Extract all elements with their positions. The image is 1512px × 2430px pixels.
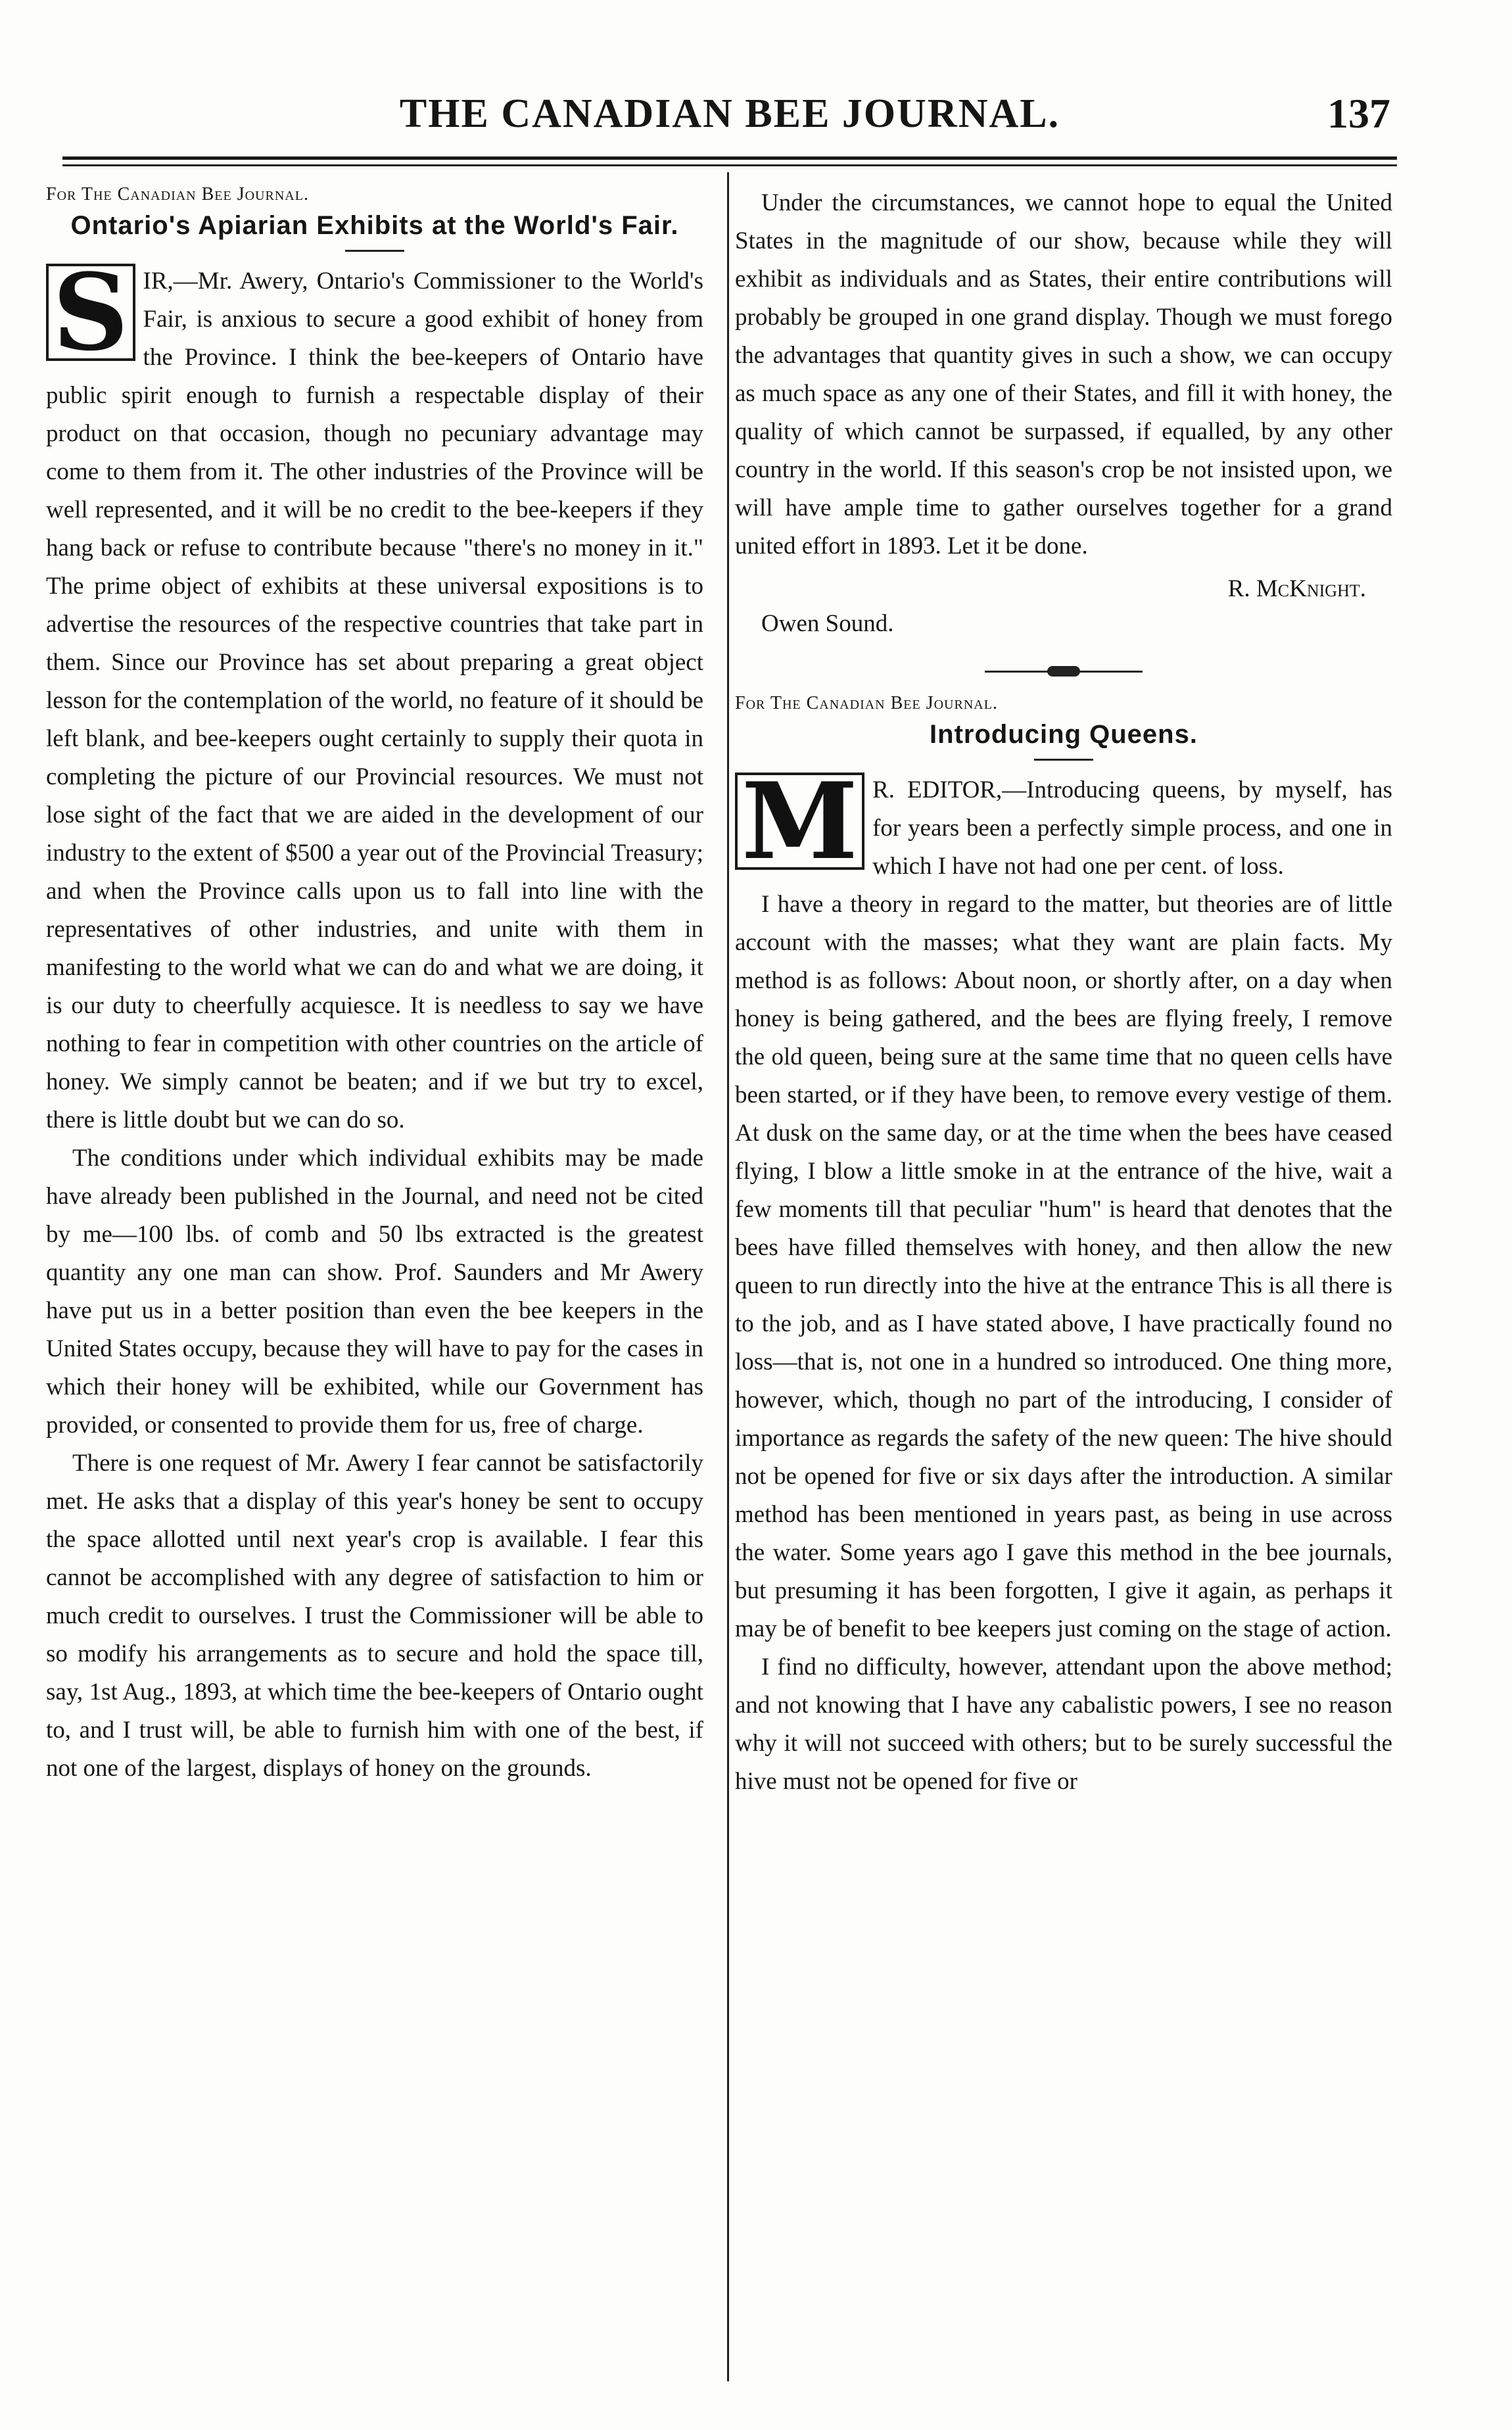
column-divider bbox=[727, 172, 729, 2381]
article2-paragraph-3: I find no difficulty, however, attendant upon the above method; and not knowing that I have any cabalistic powers, I see no reason why it will not succeed with others; but to be surely successful the hive must not be opened for five or bbox=[735, 1654, 1392, 1795]
right-column bbox=[735, 184, 1392, 1801]
article1-dropcap: S bbox=[46, 264, 135, 361]
header-rule-thick bbox=[62, 156, 1397, 160]
article2-paragraph-2: I have a theory in regard to the matter, but theories are of little account with the masses; what they want are plain facts. My method is as follows: About noon, or shortly after, on a day when honey is being gathered, and the bees are flying freely, I remove the old queen, being sure at the same time that no queen cells have been started, or if they have been, to remove every vestige of them. At dusk on the same day, or at the time when the bees have ceased flying, I blow a little smoke in at the entrance of the hive, wait a few moments till that peculiar "hum" is heard that denotes that the bees have filled themselves with honey, and then allow the new queen to run directly into the hive at the entrance This is all there is to the job, and as I have stated above, I have practically found no loss—that is, not one in a hundred so introduced. One thing more, however, which, though no part of the introducing, I consider of importance as regards the safety of the new queen: The hive should not be opened for five or six days after the introduction. A similar method has been mentioned in years past, as being in use across the water. Some years ago I gave this method in the bee journals, but presuming it has been forgotten, I give it again, as perhaps it may be of benefit to bee keepers just coming on the stage of action. bbox=[735, 891, 1392, 1642]
article2-paragraph-1-text: R. EDITOR,—Introducing queens, by myself, has for years been a perfectly simple process, and one in which I have not had one per cent. of loss. bbox=[872, 776, 1392, 880]
article1-source: For The Canadian Bee Journal. bbox=[46, 184, 309, 204]
left-column bbox=[46, 184, 703, 1788]
title-rule-2 bbox=[1034, 759, 1093, 761]
header-rule-thin bbox=[62, 164, 1397, 166]
article2-source: For The Canadian Bee Journal. bbox=[735, 693, 998, 713]
article1-location: Owen Sound. bbox=[761, 610, 894, 637]
article1-paragraph-3: There is one request of Mr. Awery I fear cannot be satisfactorily met. He asks that a display of this year's honey be sent to occupy the space allotted until next year's crop is available. I fear this cannot be accomplished with any degree of satisfaction to him or much credit to ourselves. I trust the Commissioner will be able to so modify his arrangements as to secure and hold the space till, say, 1st Aug., 1893, at which time the bee-keepers of Ontario ought to, and I trust will, be able to furnish him with one of the best, if not one of the largest, displays of honey on the grounds. bbox=[46, 1450, 703, 1782]
journal-title: THE CANADIAN BEE JOURNAL. bbox=[399, 91, 1060, 136]
article2-dropcap: M bbox=[735, 773, 864, 870]
article2-paragraph-1 bbox=[735, 759, 1392, 886]
section-ornament bbox=[985, 664, 1143, 679]
article1-paragraph-1-text: IR,—Mr. Awery, Ontario's Commissioner to the World's Fair, is anxious to secure a good exhibit of honey from the Province. I think the bee-keepers of Ontario have public spirit enough to furnish a respectable display of their product on that occasion, though no pecuniary advantage may come to them from it. The other industries of the Province will be well represented, and it will be no credit to the bee-keepers if they hang back or refuse to contribute because "there's no money in it." The prime object of exhibits at these universal expositions is to advertise the resources of the respective countries that take part in them. Since our Province has set about preparing a great object lesson for the contemplation of the world, no feature of it should be left blank, and bee-keepers ought certainly to supply their quota in completing the picture of our Provincial resources. We must not lose sight of the fact that we are aided in the development of our industry to the extent of $500 a year out of the Provincial Treasury; and when the Province calls upon us to fall into line with the representatives of other industries, and unite with them in manifesting to the world what we can do and what we are doing, it is our duty to cheerfully acquiesce. It is needless to say we have nothing to fear in competition with other countries on the article of honey. We simply cannot be beaten; and if we but try to excel, there is little doubt but we can do so. bbox=[46, 268, 703, 1133]
article1-continuation: Under the circumstances, we cannot hope to equal the United States in the magnitude of our show, because while they will exhibit as individuals and as States, their entire contributions will probably be grouped in one grand display. Though we must forego the advantages that quantity gives in such a show, we can occupy as much space as any one of their States, and fill it with honey, the quality of which cannot be surpassed, if equalled, by any other country in the world. If this season's crop be not insisted upon, we will have ample time to gather ourselves together for a grand united effort in 1893. Let it be done. bbox=[735, 189, 1392, 560]
article1-title: Ontario's Apiarian Exhibits at the World's Fair. bbox=[70, 211, 679, 240]
article1-paragraph-1 bbox=[46, 250, 703, 1139]
article1-signature: R. McKnight. bbox=[1227, 575, 1366, 602]
title-rule bbox=[345, 250, 404, 252]
page-header bbox=[62, 84, 1397, 143]
page-number: 137 bbox=[1327, 90, 1390, 137]
article2-title: Introducing Queens. bbox=[930, 720, 1198, 749]
article1-paragraph-2: The conditions under which individual exhibits may be made have already been published in the Journal, and need not be cited by me—100 lbs. of comb and 50 lbs extracted is the greatest quantity any one man can show. Prof. Saunders and Mr Awery have put us in a better position than even the bee keepers in the United States occupy, because they will have to pay for the cases in which their honey will be exhibited, while our Government has provided, or consented to provide them for us, free of charge. bbox=[46, 1145, 703, 1439]
